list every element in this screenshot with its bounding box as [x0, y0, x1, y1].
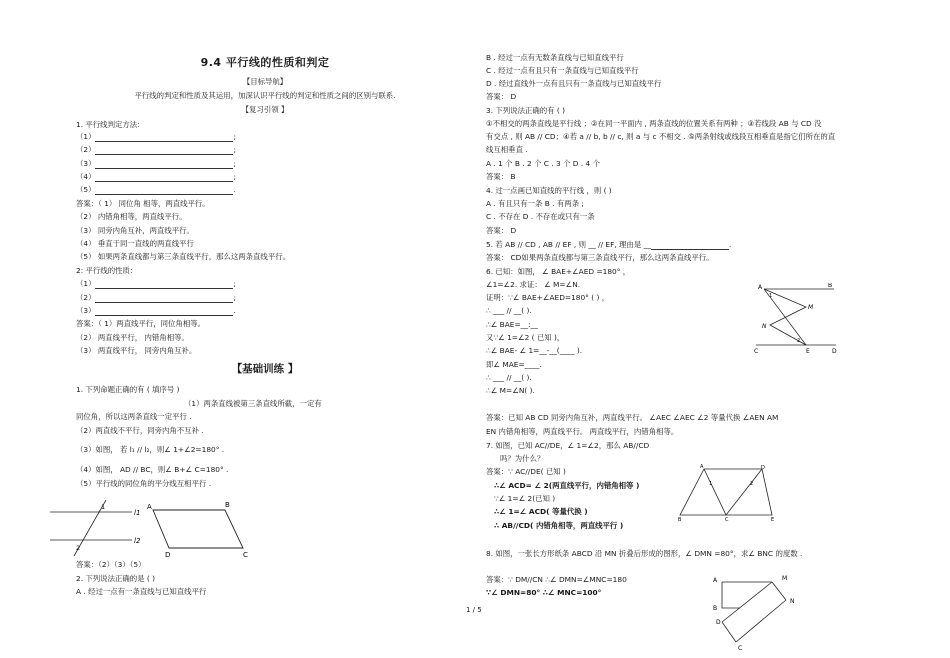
answer-line: 答案：（ 1）两直线平行，同位角相等。 — [76, 319, 205, 328]
proof-line: ∴∠ BAE=__:__ — [486, 320, 538, 329]
q2-item: （3） . — [76, 306, 236, 315]
answer-line: （4） 垂直于同一直线的两直线平行 — [76, 239, 194, 248]
figure-folded-strip — [708, 570, 804, 652]
label-M: M — [808, 304, 814, 311]
basic-q7: 7. 如图，已知 AC//DE，∠ 1=∠2，那么 AB//CD — [486, 441, 650, 450]
question-1: 1. 平行线判定方法: — [76, 120, 140, 129]
question-2: 2: 平行线的性质： — [76, 266, 138, 275]
basic-q4: 4. 过一点画已知直线的平行线 ，则 ( ) — [486, 186, 612, 195]
basic-q3-options: A . 1 个 B . 2 个 C . 3 个 D . 4 个 — [486, 159, 600, 168]
label-C: C — [738, 645, 743, 652]
answer-line: （3） 同旁内角互补，两直线平行。 — [76, 226, 194, 235]
basic-q6-answer: EN 内错角相等，两直线平行。 两直线平行，内错角相等。 — [486, 427, 679, 436]
basic-q7-answer: ∴∠ 1=∠ ACD( 等量代换 ) — [494, 507, 588, 516]
basic-q1-item: （3）如图， 若 l₁ // l₂，则∠ 1+∠2=180° . — [76, 445, 225, 454]
proof-line: ∴ ___ // __( ). — [486, 373, 532, 382]
label-D: D — [716, 619, 721, 626]
review-heading: 【复习引领 】 — [241, 105, 289, 114]
proof-line: 证明：∵∠ BAE+∠AED=180° ( ) ， — [486, 293, 610, 302]
angle-1: 1 — [709, 481, 713, 487]
basic-q5-answer: 答案： CD如果两条直线都与第三条直线平行，那么这两条直线平行。 — [486, 253, 714, 262]
guide-text: 平行线的判定和性质及其运用，加深认识平行线的判定和性质之间的区别与联系. — [134, 91, 396, 100]
basic-q7-answer: ∴ AB//CD( 内错角相等，两直线平行 ) — [494, 521, 624, 530]
basic-q6: 6. 已知：如图， ∠ BAE+∠AED =180° ， — [486, 267, 631, 276]
label-M: M — [782, 575, 788, 582]
proof-line: 又∵∠ 1=∠2 ( 已知 )， — [486, 333, 565, 342]
q1-item: （5） . — [76, 185, 236, 194]
label-E: E — [771, 517, 775, 523]
q2-item: （2） ; — [76, 293, 236, 302]
basic-q4-option: C . 不存在 D . 不存在或只有一条 — [486, 212, 595, 221]
basic-q1-item: （2）两直线不平行，同旁内角不互补 . — [76, 426, 204, 435]
basic-q8: 8. 如图，一张长方形纸条 ABCD 沿 MN 折叠后形成的图形，∠ DMN =80°，求∠ BNC 的度数 . — [486, 549, 803, 558]
basic-q6-text: ∠1=∠2. 求证： ∠ M=∠N. — [486, 280, 581, 289]
label-D: D — [832, 348, 837, 355]
basic-q2-answer: 答案： D — [486, 92, 517, 101]
guide-heading: 【目标导航】 — [242, 77, 288, 86]
label-D: D — [761, 465, 765, 471]
angle-1: 1 — [769, 293, 773, 299]
label-C: C — [754, 348, 759, 355]
answer-line: （5） 如果两条直线都与第三条直线平行，那么这两条直线平行。 — [76, 252, 290, 261]
basic-q8-answer: ∵∠ DMN=80° ∴∠ MNC=100° — [486, 588, 602, 597]
basic-q1-answer: 答案：（2）（3）（5） — [76, 560, 146, 569]
basic-q8-answer: 答案：∵ DM//CN ∴∠ DMN=∠MNC=180 — [486, 575, 627, 584]
label-A: A — [758, 284, 763, 291]
q2-item: （1） ; — [76, 279, 236, 288]
label-A: A — [713, 577, 718, 584]
basic-q7-answer: ∴∠ ACD= ∠ 2(两直线平行，内错角相等 ) — [494, 481, 640, 490]
basic-q7-answer: 答案：∵ AC//DE( 已知 ) — [486, 467, 566, 476]
angle-2: 2 — [76, 544, 81, 552]
basic-training-heading: 【基础训练 】 — [231, 363, 299, 375]
proof-line: ∴ ___ // __( ). — [486, 306, 532, 315]
proof-line: 即∠ MAE=____. — [486, 360, 542, 369]
basic-q3: 3. 下列说法正确的有 ( ) — [486, 106, 565, 115]
q1-item: （2） ; — [76, 145, 236, 154]
label-B: B — [828, 283, 833, 289]
label-C: C — [725, 517, 729, 523]
basic-q1-item: 同位角，所以这两条直线一定平行 . — [76, 412, 192, 421]
figure-parallel-lines — [46, 498, 146, 560]
angle-2: 2 — [797, 338, 801, 344]
basic-q2-option: B . 经过一点有无数条直线与已知直线平行 — [486, 53, 624, 62]
basic-q7-text: 吗？为什么？ — [500, 454, 545, 463]
basic-q1-item: （1）两条直线被第三条直线所截，一定有 — [184, 399, 322, 408]
label-A: A — [700, 464, 704, 470]
basic-q4-answer: 答案： D — [486, 226, 517, 235]
label-N: N — [790, 598, 795, 605]
label-N: N — [762, 323, 767, 330]
answer-line: （2） 内错角相等，两直线平行。 — [76, 212, 187, 221]
angle-2: 2 — [750, 481, 754, 487]
basic-q7-answer: ∵∠ 1=∠ 2(已知 ) — [494, 494, 556, 503]
answer-line: （2） 两直线平行， 内错角相等。 — [76, 333, 189, 342]
label-E: E — [806, 348, 810, 355]
label-C: C — [243, 551, 248, 559]
basic-q4-option: A . 有且只有一条 B . 有两条 ; — [486, 199, 584, 208]
figure-trapezoid — [143, 498, 255, 560]
label-B: B — [678, 517, 682, 523]
label-l2: l2 — [134, 537, 141, 545]
figure-triangles — [676, 463, 780, 523]
basic-q2-option: D . 经过直线外一点有且只有一条直线与已知直线平行 — [486, 79, 662, 88]
answer-line: 答案：（ 1） 同位角 相等，两直线平行。 — [76, 199, 210, 208]
figure-zigzag — [752, 283, 842, 355]
label-B: B — [225, 501, 230, 509]
label-A: A — [147, 503, 152, 511]
page-title: 9.4 平行线的性质和判定 — [200, 56, 330, 69]
basic-q5: 5. 若 AB // CD , AB // EF , 则 __ // EF, 理由是 __ . — [486, 240, 732, 249]
basic-q3-text: 有交点 , 则 AB // CD；④若 a // b, b // c, 则 a 与 c 不相交 . ⑤两条射线或线段互相垂直是指它们所在的直 — [486, 132, 836, 141]
basic-q1-item: （4）如图， AD // BC，则∠ B+∠ C=180° . — [76, 465, 229, 474]
basic-q2-option: C . 经过一点有且只有一条直线与已知直线平行 — [486, 66, 639, 75]
angle-1: 1 — [101, 503, 106, 511]
page-number: 1 / 5 — [466, 606, 482, 614]
basic-q3-text: 线互相垂直 . — [486, 145, 528, 154]
label-l1: l1 — [134, 509, 141, 517]
q1-item: （1） ; — [76, 132, 236, 141]
label-B: B — [713, 605, 718, 612]
basic-q3-answer: 答案： B — [486, 172, 516, 181]
answer-line: （3） 两直线平行， 同旁内角互补。 — [76, 346, 197, 355]
label-D: D — [165, 551, 171, 559]
proof-line: ∴∠ BAE- ∠ 1=__-__(____ ). — [486, 346, 583, 355]
basic-q6-answer: 答案：已知 AB CD 同旁内角互补，两直线平行。 ∠AEC ∠AEC ∠2 等量代换 ∠AEN AM — [486, 413, 779, 422]
q1-item: （3） ; — [76, 159, 236, 168]
q1-item: （4） ; — [76, 172, 236, 181]
basic-q2-option-a: A . 经过一点有一条直线与已知直线平行 — [76, 587, 207, 596]
basic-q1-item: （5）平行线的同位角的平分线互相平行 . — [76, 479, 212, 488]
proof-line: ∴∠ M=∠N( ). — [486, 386, 535, 395]
basic-q3-text: ①不相交的两条直线是平行线 ；②在同一平面内 , 两条直线的位置关系有两种 ；③若线段 AB 与 CD 没 — [486, 119, 822, 128]
basic-q1: 1. 下列命题正确的有 ( 填序号 ) — [76, 385, 180, 394]
basic-q2: 2. 下列说法正确的是 ( ) — [76, 574, 155, 583]
